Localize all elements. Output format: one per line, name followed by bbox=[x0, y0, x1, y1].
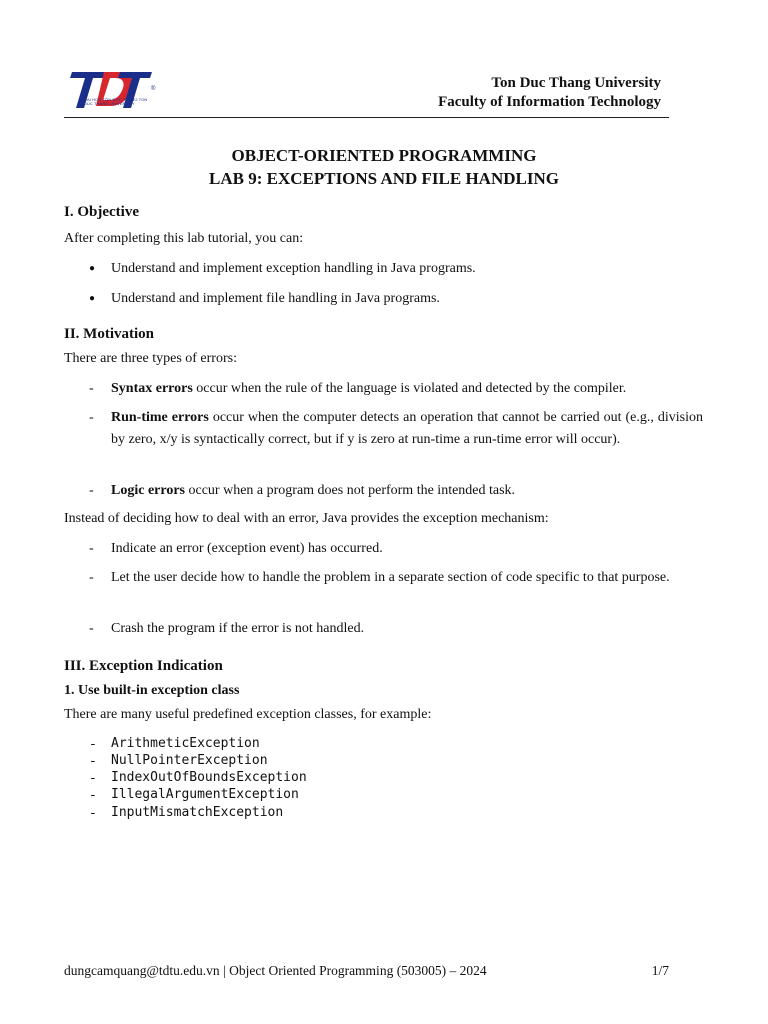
page-number: 1/7 bbox=[651, 963, 669, 978]
university-name: Ton Duc Thang University bbox=[491, 75, 661, 91]
dash-marker: - bbox=[89, 806, 97, 821]
objective-intro: After completing this lab tutorial, you can: bbox=[64, 231, 304, 246]
error-term: Run-time errors bbox=[111, 410, 209, 425]
logo-tagline: ĐẠI HỌC TÔN ĐỨC THẮNG TON DUC THANG UNIVERSITY bbox=[84, 97, 148, 106]
mechanism-intro: Instead of deciding how to deal with an error, Java provides the exception mechanism: bbox=[64, 511, 549, 526]
mechanism-item: Let the user decide how to handle the problem in a separate section of code specific to that purpose. bbox=[111, 570, 670, 585]
exception-class-name: InputMismatchException bbox=[111, 805, 284, 820]
dash-marker: - bbox=[89, 788, 97, 803]
objective-item: Understand and implement file handling in Java programs. bbox=[111, 291, 440, 306]
mechanism-item: Crash the program if the error is not handled. bbox=[111, 621, 365, 636]
dash-marker: - bbox=[89, 621, 94, 636]
dash-marker: - bbox=[89, 483, 94, 498]
error-description: occur when the computer detects an operation that cannot be carried out (e.g., division by zero, x/y is syntactically correct, but if y is zero at run-time a run-time error will occur). bbox=[111, 410, 703, 447]
section-exception-heading: III. Exception Indication bbox=[64, 658, 223, 674]
exception-class-name: ArithmeticException bbox=[111, 736, 260, 751]
mechanism-item: Indicate an error (exception event) has occurred. bbox=[111, 541, 383, 556]
dash-marker: - bbox=[89, 570, 94, 585]
course-title: OBJECT-ORIENTED PROGRAMMING bbox=[231, 146, 537, 165]
error-description: occur when the rule of the language is violated and detected by the compiler. bbox=[192, 381, 627, 396]
error-type-item bbox=[111, 407, 703, 451]
exception-class-name: IllegalArgumentException bbox=[111, 787, 299, 802]
university-header bbox=[438, 74, 661, 112]
dash-marker: - bbox=[89, 771, 97, 786]
registered-mark: ® bbox=[151, 86, 156, 92]
motivation-intro: There are three types of errors: bbox=[64, 351, 237, 366]
bullet-icon: ● bbox=[89, 263, 96, 274]
subsection-heading: 1. Use built-in exception class bbox=[64, 683, 240, 698]
error-description: occur when a program does not perform the intended task. bbox=[185, 483, 516, 498]
dash-marker: - bbox=[89, 381, 94, 396]
header-rule bbox=[64, 117, 669, 118]
lab-title: LAB 9: EXCEPTIONS AND FILE HANDLING bbox=[209, 169, 559, 188]
dash-marker: - bbox=[89, 754, 97, 769]
dash-marker: - bbox=[89, 541, 94, 556]
error-term: Syntax errors bbox=[111, 381, 193, 396]
faculty-name: Faculty of Information Technology bbox=[438, 94, 661, 110]
objective-item: Understand and implement exception handling in Java programs. bbox=[111, 261, 476, 276]
error-type-item bbox=[111, 480, 703, 502]
page-footer: dungcamquang@tdtu.edu.vn | Object Oriented Programming (503005) – 2024 bbox=[64, 963, 487, 978]
section-motivation-heading: II. Motivation bbox=[64, 326, 154, 342]
section-objective-heading: I. Objective bbox=[64, 204, 139, 220]
dash-marker: - bbox=[89, 737, 97, 752]
error-term: Logic errors bbox=[111, 483, 185, 498]
dash-marker: - bbox=[89, 410, 94, 425]
exception-class-name: IndexOutOfBoundsException bbox=[111, 770, 307, 785]
exception-classes-intro: There are many useful predefined exception classes, for example: bbox=[64, 707, 432, 722]
error-type-item bbox=[111, 378, 703, 400]
bullet-icon: ● bbox=[89, 293, 96, 304]
exception-class-name: NullPointerException bbox=[111, 753, 268, 768]
